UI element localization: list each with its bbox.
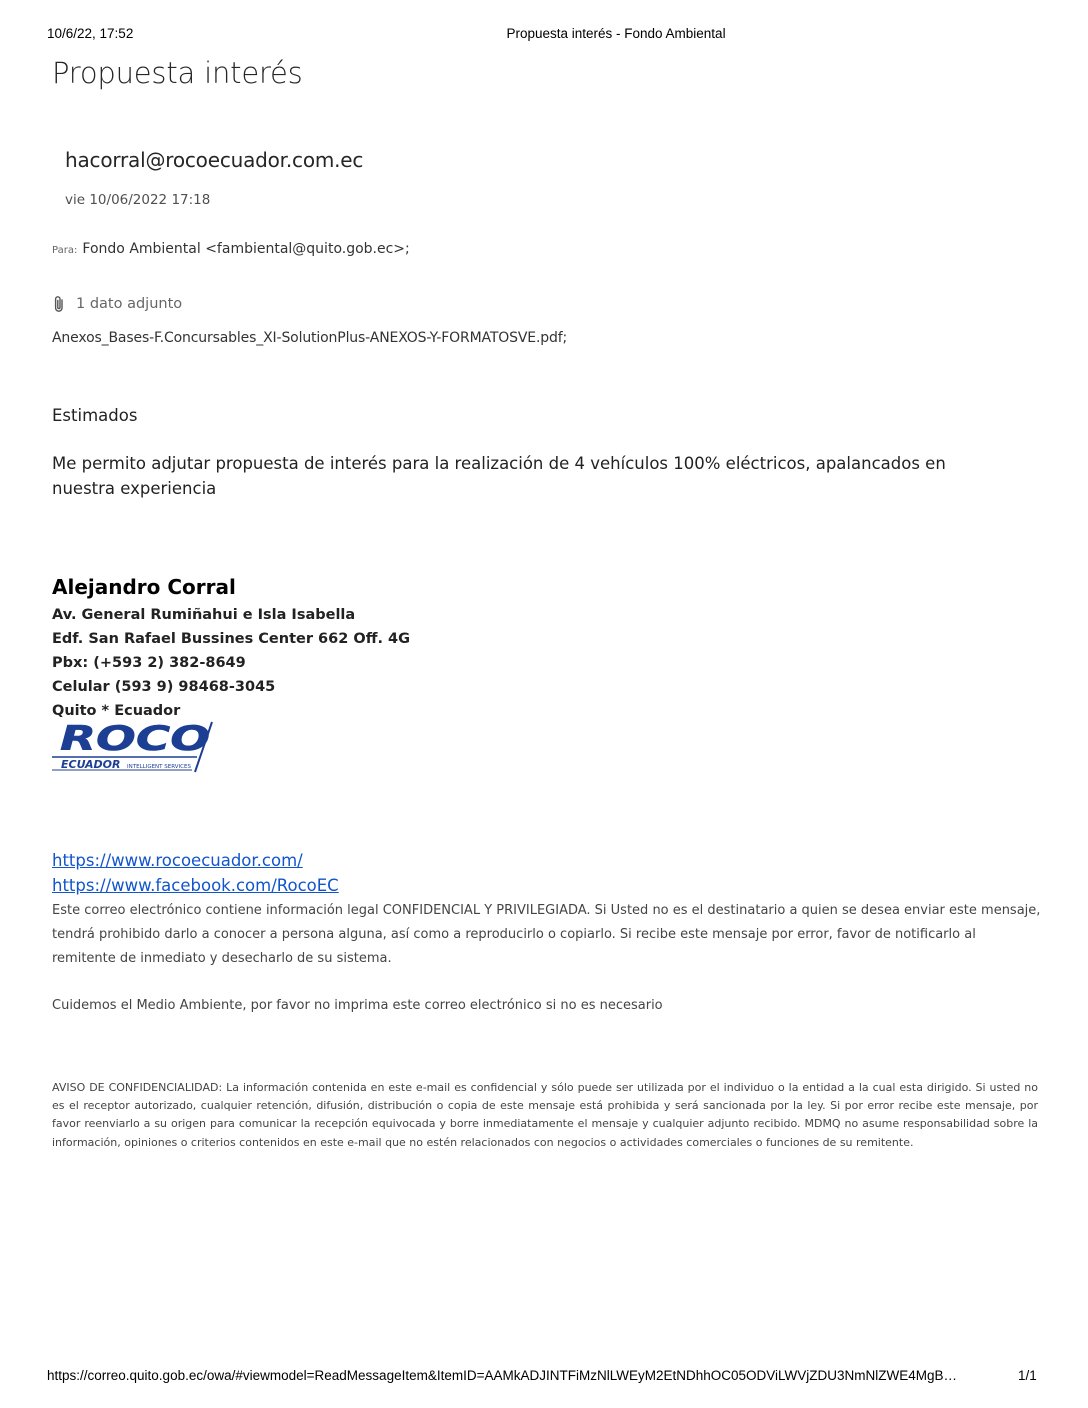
svg-text:INTELLIGENT SERVICES: INTELLIGENT SERVICES — [127, 764, 191, 770]
greeting: Estimados — [52, 406, 138, 425]
confidential-disclaimer: Este correo electrónico contiene información legal CONFIDENCIAL Y PRIVILEGIADA. Si Usted no es el destinatario a quien se desea enviar este mensaje, tendrá prohibido darlo a conocer a persona alguna, así como a reproducirlo o copiarlo. Si recibe este mensaje por error, favor de notificarlo al remitente de inmediato y desecharlo de su sistema. — [52, 903, 1041, 966]
signature-pbx — [52, 651, 410, 675]
print-footer-url: https://correo.quito.gob.ec/owa/#viewmodel=ReadMessageItem&ItemID=AAMkADJINTFiMzNlLWEyM2EtNDhhOC05ODViLWVjZDU3NmNlZWE4MgB… — [47, 1368, 958, 1383]
body-paragraph: Me permito adjutar propuesta de interés para la realización de 4 vehículos 100% eléctricos, apalancados en nuestra experiencia — [52, 454, 946, 498]
svg-text:ROCO: ROCO — [60, 720, 210, 759]
roco-logo — [52, 720, 222, 776]
print-datetime: 10/6/22, 17:52 — [47, 26, 134, 41]
sender-address[interactable]: hacorral@rocoecuador.com.ec — [65, 148, 364, 172]
signature-address-2: Edf. San Rafael Bussines Center 662 Off. 4G — [52, 631, 410, 647]
to-label: Para: — [52, 245, 78, 256]
attachment-file-link[interactable]: Anexos_Bases-F.Concursables_XI-SolutionPlus-ANEXOS-Y-FORMATOSVE.pdf; — [52, 330, 568, 346]
print-page-title: Propuesta interés - Fondo Ambiental — [506, 26, 726, 41]
attachment-count: 1 dato adjunto — [76, 296, 183, 312]
signature-address-1: Av. General Rumiñahui e Isla Isabella — [52, 607, 356, 623]
pbx-value: (+593 2) 382-8649 — [93, 655, 246, 671]
print-page-number: 1/1 — [1018, 1368, 1037, 1383]
pbx-label: Pbx: — [52, 655, 89, 671]
attachment-header — [52, 295, 182, 313]
signature-city: Quito * Ecuador — [52, 703, 181, 719]
recipient-value[interactable]: Fondo Ambiental <fambiental@quito.gob.ec>; — [82, 241, 410, 257]
signature-details — [52, 603, 410, 723]
signature-celular: Celular (593 9) 98468-3045 — [52, 679, 276, 695]
eco-note: Cuidemos el Medio Ambiente, por favor no imprima este correo electrónico si no es necesario — [52, 998, 663, 1013]
message-subject: Propuesta interés — [52, 56, 303, 90]
aviso-confidencialidad: AVISO DE CONFIDENCIALIDAD: La información contenida en este e-mail es confidencial y sólo puede ser utilizada por el individuo o la entidad a la cual esta dirigido. Si usted no es el receptor autorizado, cualquier retención, difusión, distribución o copia de este mensaje está prohibida y será sancionada por la ley. Si por error recibe este mensaje, por favor reenviarlo a su origen para comunicar la recepción equivocada y borre inmediatamente el mensaje y cualquier adjunto recibido. MDMQ no asume responsabilidad sobre la información, opiniones o criterios contenidos en este e-mail que no estén relacionados con negocios o actividades comerciales o funciones de su remitente. — [52, 1081, 1038, 1149]
recipient-row — [52, 238, 410, 257]
paperclip-icon — [52, 295, 66, 313]
signature-name: Alejandro Corral — [52, 575, 236, 599]
website-link[interactable]: https://www.rocoecuador.com/ — [52, 851, 303, 870]
sent-date: vie 10/06/2022 17:18 — [65, 192, 211, 208]
facebook-link[interactable]: https://www.facebook.com/RocoEC — [52, 876, 339, 895]
svg-text:ECUADOR: ECUADOR — [61, 758, 121, 771]
